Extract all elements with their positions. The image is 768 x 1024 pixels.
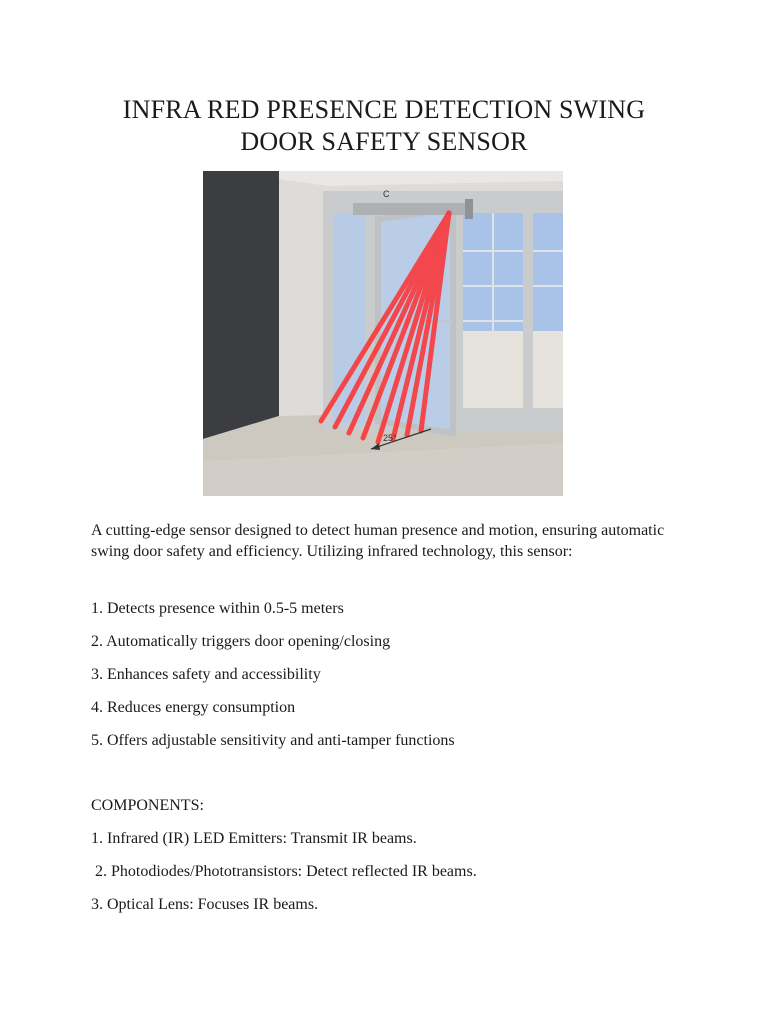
components-heading: COMPONENTS: (91, 797, 204, 814)
sensor-door-photo (203, 171, 563, 496)
feature-item-4: 4. Reduces energy consumption (91, 699, 296, 716)
door-illustration (203, 171, 563, 496)
intro-paragraph: A cutting-edge sensor designed to detect human presence and motion, ensuring automatic swing door safety and efficiency. Utilizing infrared technology, this sensor: (91, 522, 665, 560)
door-operator (353, 203, 473, 215)
component-item-3: 3. Optical Lens: Focuses IR beams. (91, 896, 319, 913)
feature-item-2: 2. Automatically triggers door opening/closing (91, 633, 391, 650)
component-item-2: 2. Photodiodes/Phototransistors: Detect reflected IR beams. (91, 863, 477, 880)
component-item-1: 1. Infrared (IR) LED Emitters: Transmit IR beams. (91, 830, 417, 847)
title-line-2: DOOR SAFETY SENSOR (240, 127, 528, 156)
exterior-pavement (463, 331, 523, 408)
exterior-pavement-right (533, 331, 563, 408)
feature-item-5: 5. Offers adjustable sensitivity and anti-tamper functions (91, 732, 455, 749)
feature-item-3: 3. Enhances safety and accessibility (91, 666, 321, 683)
dark-side-wall (203, 171, 279, 439)
sensor-unit (465, 199, 473, 219)
page-title (60, 94, 708, 158)
angle-label: 25° (383, 433, 397, 443)
feature-item-1: 1. Detects presence within 0.5-5 meters (91, 600, 344, 617)
beam-marker-label: C (383, 189, 390, 199)
title-line-1: INFRA RED PRESENCE DETECTION SWING (122, 95, 646, 124)
